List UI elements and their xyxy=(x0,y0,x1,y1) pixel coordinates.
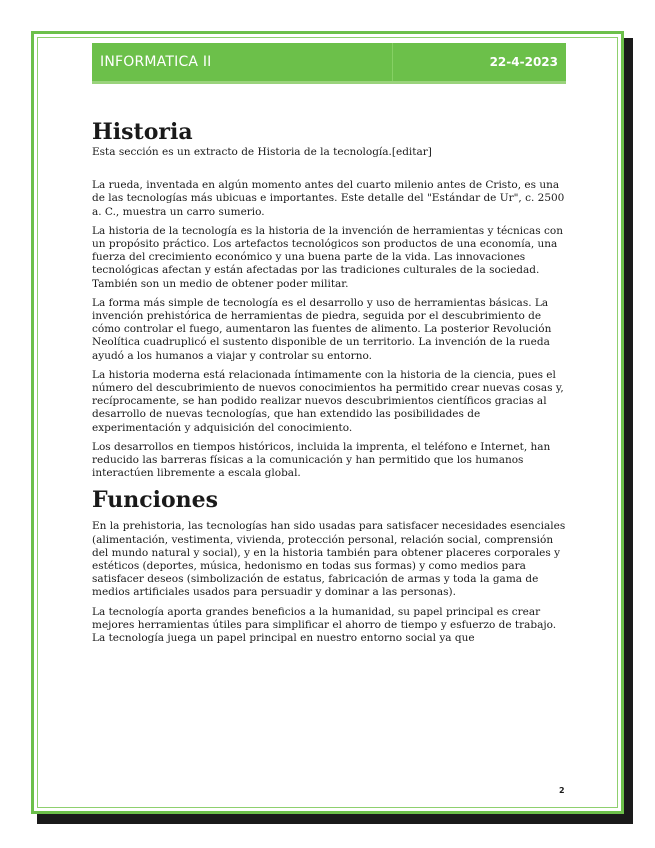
header-title: INFORMATICA II xyxy=(100,54,212,70)
heading-historia: Historia xyxy=(92,119,193,145)
page-header xyxy=(92,43,566,81)
document-page xyxy=(31,31,624,814)
header-date: 22-4-2023 xyxy=(489,55,558,69)
header-underline xyxy=(92,81,566,84)
paragraph: Los desarrollos en tiempos históricos, incluida la imprenta, el teléfono e Internet, han reducido las barreras físicas a la comunicación y han permitido que los humanos interactúen libremente a escala global. xyxy=(92,440,551,480)
paragraph: La historia moderna está relacionada íntimamente con la historia de la ciencia, pues el número del descubrimiento de nuevos conocimientos ha permitido crear nuevas cosas y, recíprocamente, se han podido realizar nuevos descubrimientos científicos gracias al desarrollo de nuevas tecnologías, que han extendido las posibilidades de experimentación y adquisición del conocimiento. xyxy=(92,368,564,434)
paragraph: La rueda, inventada en algún momento antes del cuarto milenio antes de Cristo, es una de las tecnologías más ubicuas e importantes. Este detalle del "Estándar de Ur", c. 2500 a. C., muestra un carro sumerio. xyxy=(92,179,565,218)
document-body xyxy=(92,118,570,651)
heading-funciones: Funciones xyxy=(92,487,219,514)
header-divider xyxy=(392,43,393,81)
section-note: Esta sección es un extracto de Historia de la tecnología.[editar] xyxy=(92,146,432,158)
paragraph: La tecnología aporta grandes beneficios a la humanidad, su papel principal es crear mejores herramientas útiles para simplificar el ahorro de tiempo y esfuerzo de trabajo. La tecnología juega un papel principal en nuestro entorno social ya que xyxy=(92,605,557,645)
paragraph: La historia de la tecnología es la historia de la invención de herramientas y técnicas con un propósito práctico. Los artefactos tecnológicos son productos de una economía, una fuerza del crecimiento económico y una buena parte de la vida. Las innovaciones tecnológicas afectan y están afectadas por las tradiciones culturales de la sociedad. También son un medio de obtener poder militar. xyxy=(92,224,563,290)
paragraph: En la prehistoria, las tecnologías han sido usadas para satisfacer necesidades esenciales (alimentación, vestimenta, vivienda, protección personal, relación social, comprensión del mundo natural y social), y en la historia también para obtener placeres corporales y estéticos (deportes, música, hedonismo en todas sus formas) y como medios para satisfacer deseos (simbolización de estatus, fabricación de armas y toda la gama de medios artificiales usados para persuadir y dominar a las personas). xyxy=(92,520,566,599)
paragraph: La forma más simple de tecnología es el desarrollo y uso de herramientas básicas. La invención prehistórica de herramientas de piedra, seguida por el descubrimiento de cómo controlar el fuego, aumentaron las fuentes de alimento. La posterior Revolución Neolítica cuadruplicó el sustento disponible de un territorio. La invención de la rueda ayudó a los humanos a viajar y controlar su entorno. xyxy=(92,296,552,362)
page-number: 2 xyxy=(559,786,565,795)
